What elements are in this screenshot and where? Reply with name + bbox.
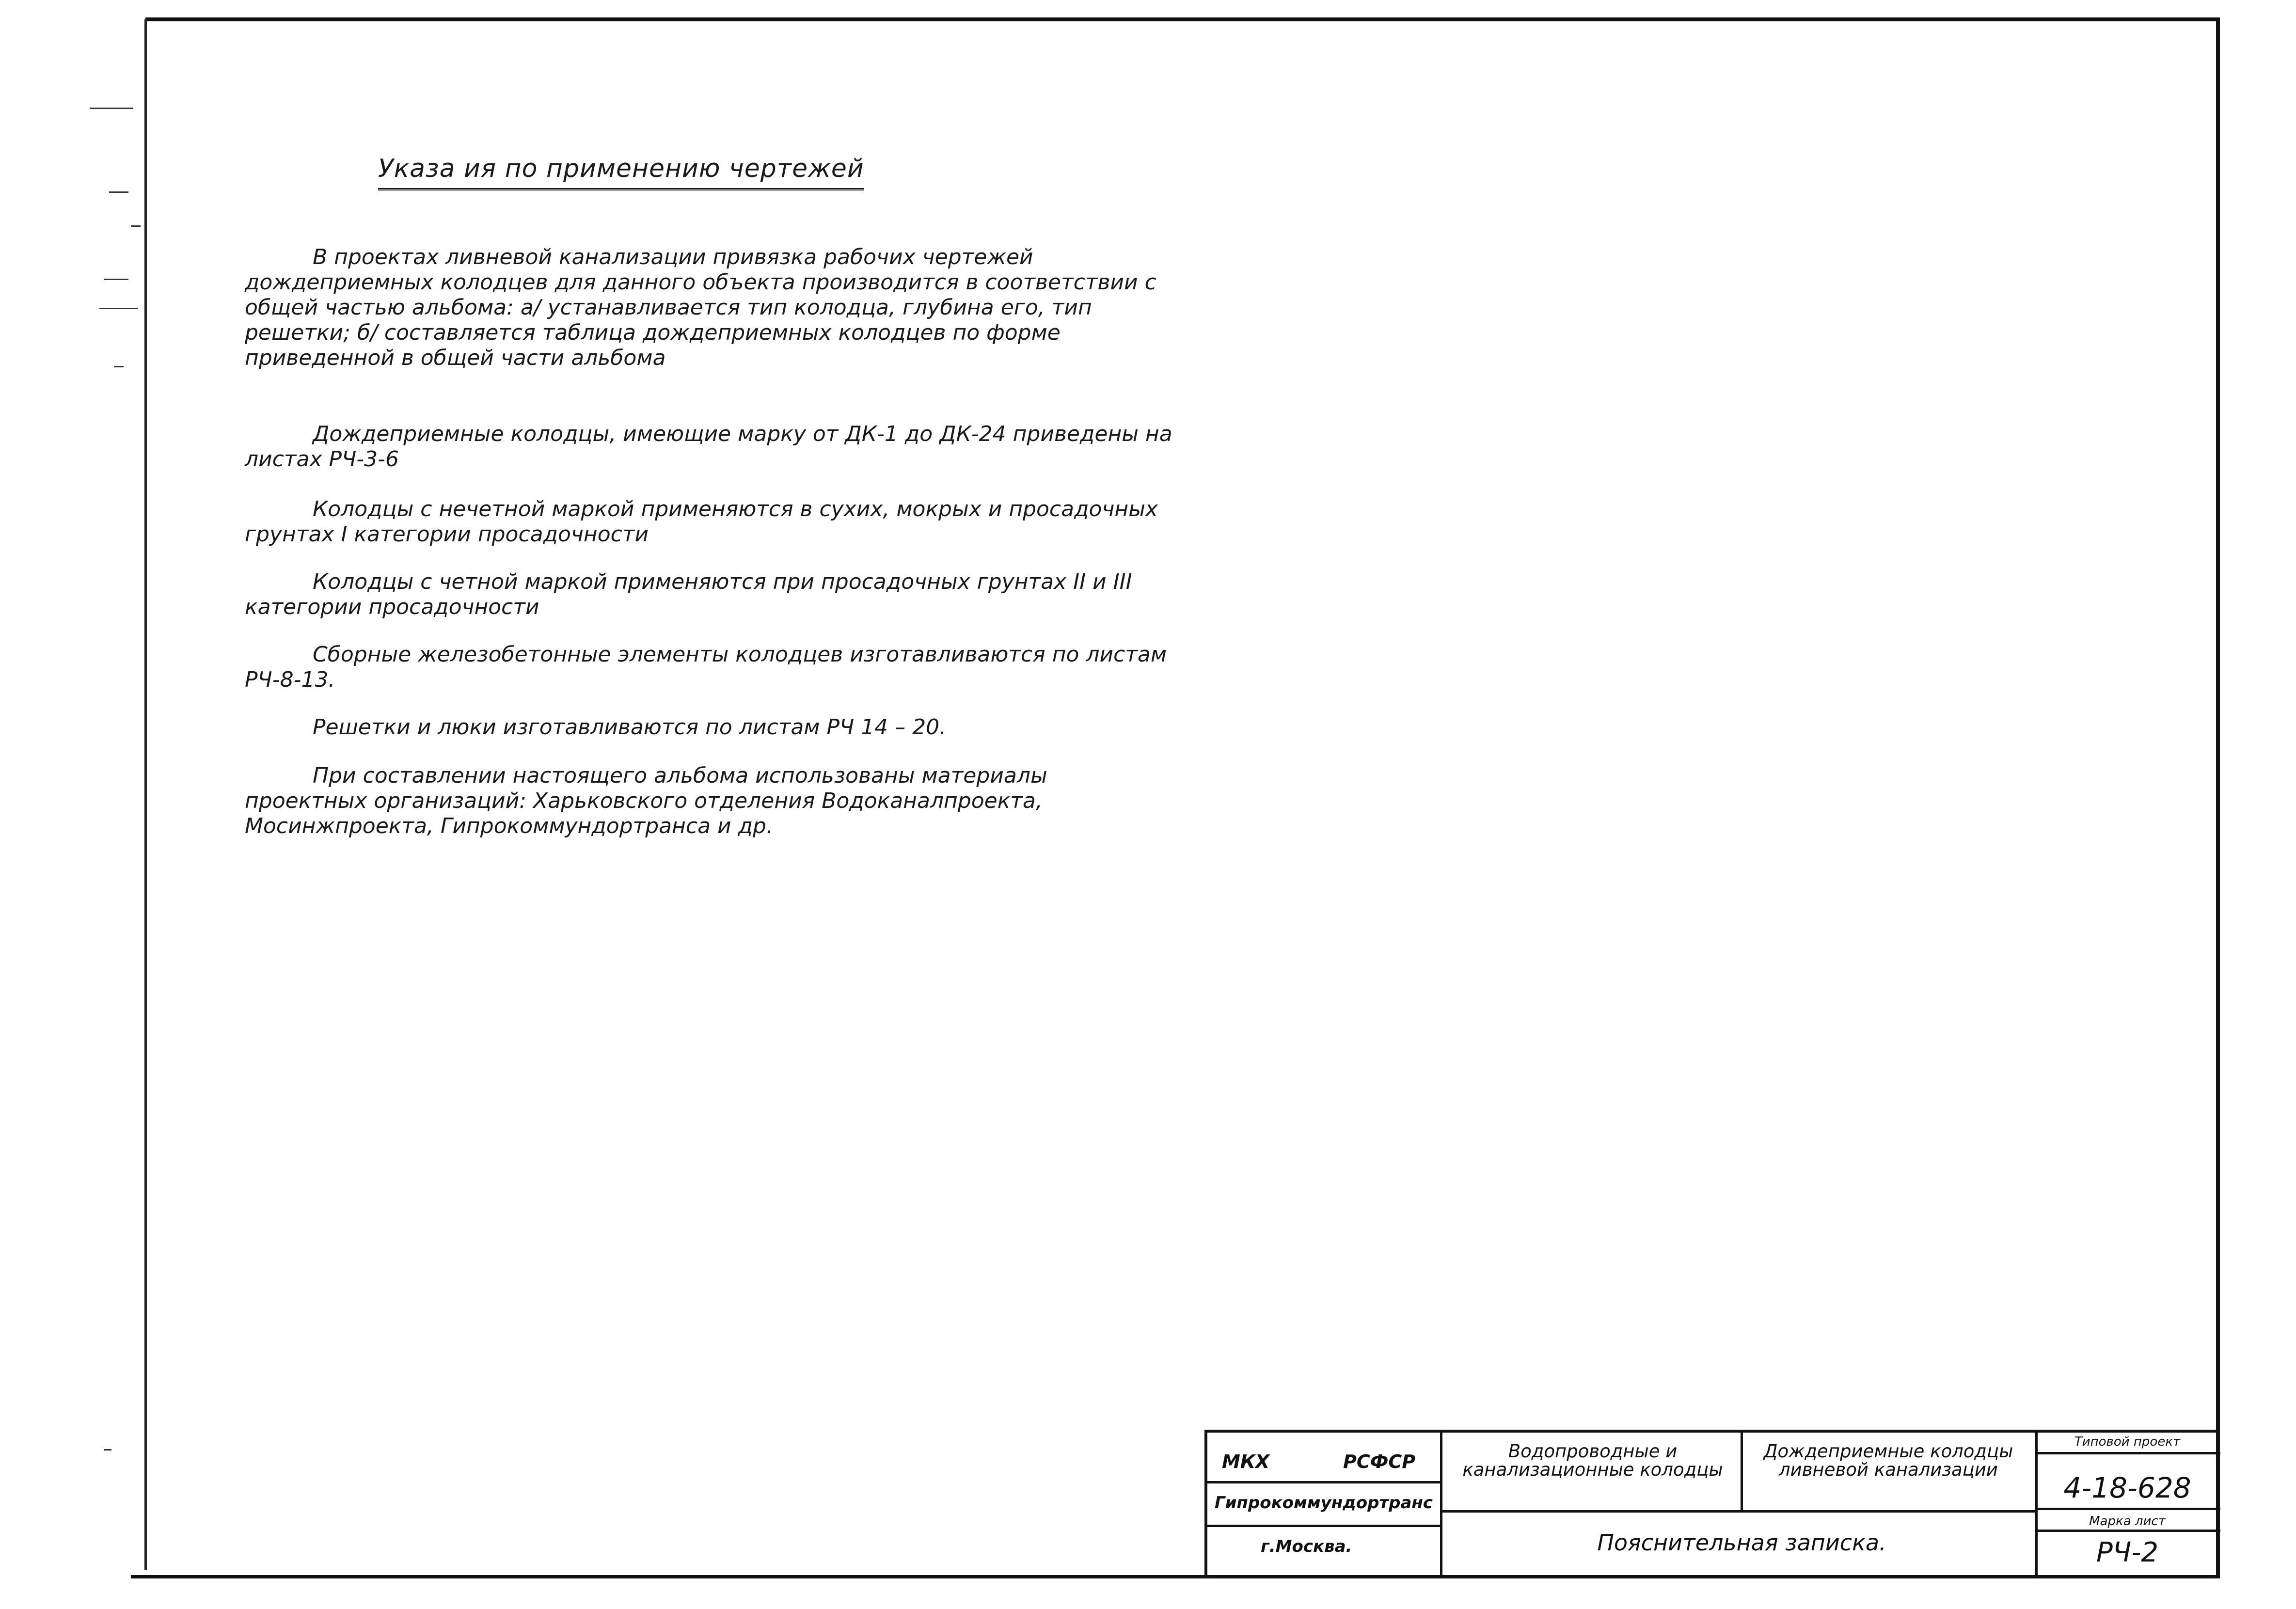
frame-top-border bbox=[145, 17, 2220, 21]
sheet-label: Марка лист bbox=[2089, 1514, 2166, 1529]
series-title: Водопроводные и канализационные колодцы bbox=[1462, 1441, 1723, 1480]
frame-bottom-border bbox=[131, 1575, 2220, 1578]
paragraph-even-mark-wells: Колодцы с четной маркой применяются при просадочных грунтах II и III категории просадочности bbox=[245, 569, 1132, 619]
frame-right-border bbox=[2216, 17, 2220, 1578]
project-number: 4-18-628 bbox=[2063, 1471, 2191, 1504]
paragraph-sources: При составлении настоящего альбома использованы материалы проектных организаций: Харьковского отделения Водоканалпроекта, Мосинжпроекта, Гипрокоммундортранса и др. bbox=[245, 763, 1047, 838]
paragraph-odd-mark-wells: Колодцы с нечетной маркой применяются в сухих, мокрых и просадочных грунтах I категории просадочности bbox=[245, 497, 1158, 547]
sheet-number: РЧ-2 bbox=[2096, 1537, 2158, 1568]
project-label: Типовой проект bbox=[2074, 1435, 2181, 1449]
paragraph-binding-rules: В проектах ливневой канализации привязка рабочих чертежей дождеприемных колодцев для данного объекта производится в соответствии с общей частью альбома: а/ устанавливается тип колодца, глубина его, тип решетки; б/ составляется таблица дождеприемных колодцев по форме приведенной в общей части альбома bbox=[245, 245, 1156, 370]
ministry-label: МКХ bbox=[1222, 1451, 1270, 1472]
document-title: Пояснительная записка. bbox=[1597, 1530, 1886, 1556]
paragraph-grates-hatches: Решетки и люки изготавливаются по листам РЧ 14 – 20. bbox=[313, 715, 947, 740]
city-label: г.Москва. bbox=[1261, 1537, 1352, 1556]
album-title: Дождеприемные колодцы ливневой канализации bbox=[1763, 1441, 2013, 1480]
organization-name: Гипрокоммундортранс bbox=[1214, 1493, 1433, 1513]
frame-left-border bbox=[144, 19, 147, 1570]
republic-label: РСФСР bbox=[1343, 1451, 1416, 1472]
paragraph-well-marks: Дождеприемные колодцы, имеющие марку от ДК-1 до ДК-24 приведены на листах РЧ-3-6 bbox=[245, 422, 1172, 472]
page-heading: Указа ия по применению чертежей bbox=[378, 154, 864, 190]
title-block bbox=[1204, 1430, 2217, 1575]
paragraph-precast-elements: Сборные железобетонные элементы колодцев изготавливаются по листам РЧ-8-13. bbox=[245, 642, 1167, 692]
